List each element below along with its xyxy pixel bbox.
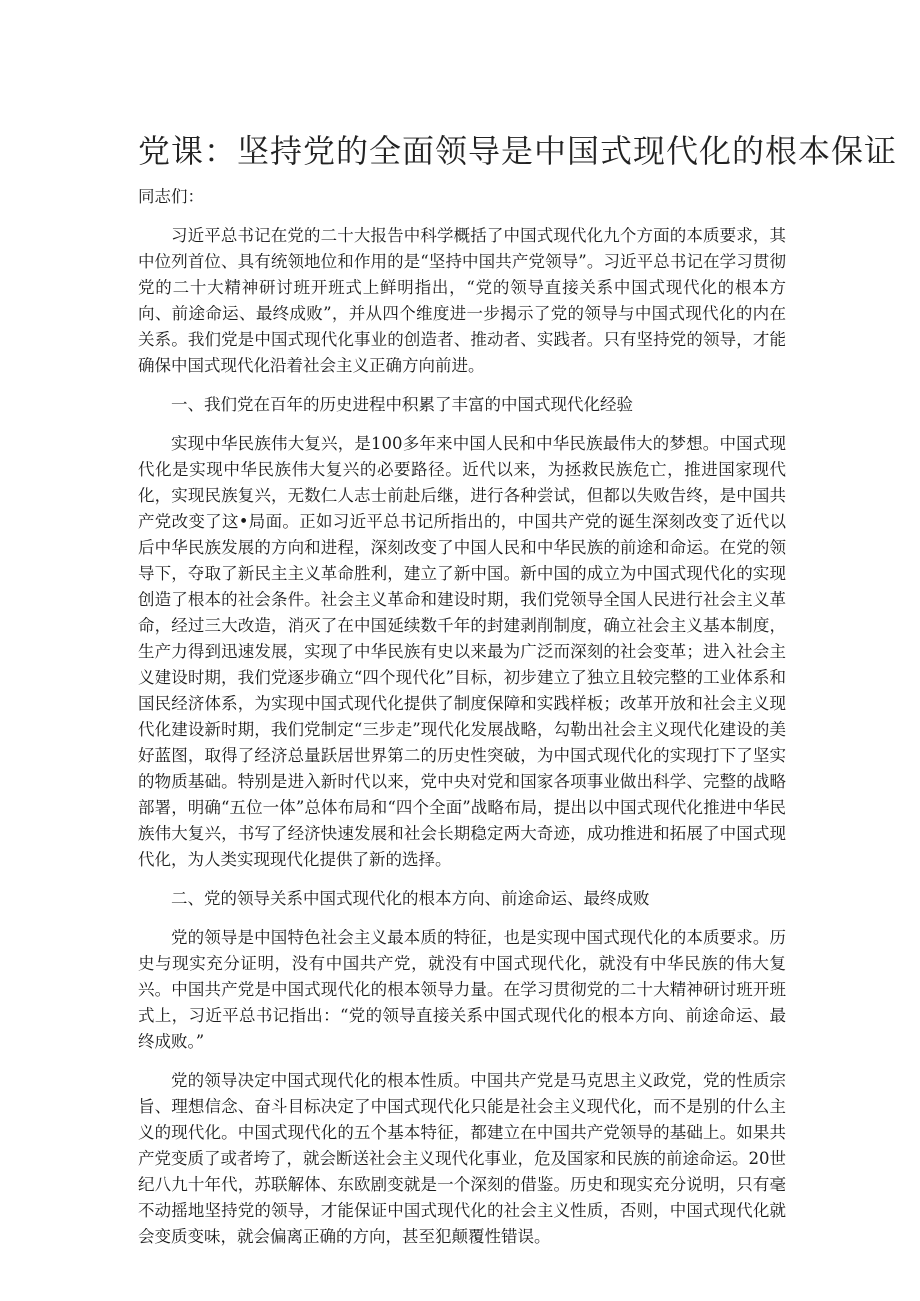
section2-paragraph-1: 党的领导是中国特色社会主义最本质的特征，也是实现中国式现代化的本质要求。历史与现实充分证明，没有中国共产党，就没有中国式现代化，就没有中华民族的伟大复兴。中国共产党是中国式现代化的根本领导力量。在学习贯彻党的二十大精神研讨班开班式上，习近平总书记指出：“党的领导直接关系中国式现代化的根本方向、前途命运、最终成败。” bbox=[138, 928, 786, 1051]
section2-paragraph-2: 党的领导决定中国式现代化的根本性质。中国共产党是马克思主义政党，党的性质宗旨、理想信念、奋斗目标决定了中国式现代化只能是社会主义现代化，而不是别的什么主义的现代化。中国式现代化的五个基本特征，都建立在中国共产党领导的基础上。如果共产党变质了或者垮了，就会断送社会主义现代化事业，危及国家和民族的前途命运。20世纪八九十年代，苏联解体、东欧剧变就是一个深刻的借鉴。历史和现实充分说明，只有毫不动摇地坚持党的领导，才能保证中国式现代化的社会主义性质，否则，中国式现代化就会变质变味，就会偏离正确的方向，甚至犯颠覆性错误。 bbox=[138, 1071, 786, 1246]
section-heading-1: 一、我们党在百年的历史进程中积累了丰富的中国式现代化经验 bbox=[171, 395, 633, 414]
intro-paragraph: 习近平总书记在党的二十大报告中科学概括了中国式现代化九个方面的本质要求，其中位列首位、具有统领地位和作用的是“坚持中国共产党领导”。习近平总书记在学习贯彻党的二十大精神研讨班开班式上鲜明指出，“党的领导直接关系中国式现代化的根本方向、前途命运、最终成败”，并从四个维度进一步揭示了党的领导与中国式现代化的内在关系。我们党是中国式现代化事业的创造者、推动者、实践者。只有坚持党的领导，才能确保中国式现代化沿着社会主义正确方向前进。 bbox=[138, 226, 786, 375]
section-heading-2: 二、党的领导关系中国式现代化的根本方向、前途命运、最终成败 bbox=[171, 889, 650, 908]
salutation: 同志们： bbox=[138, 187, 204, 206]
document-title: 党课：坚持党的全面领导是中国式现代化的根本保证 bbox=[138, 132, 898, 170]
section1-paragraph-1: 实现中华民族伟大复兴，是100多年来中国人民和中华民族最伟大的梦想。中国式现代化是实现中华民族伟大复兴的必要路径。近代以来，为拯救民族危亡，推进国家现代化，实现民族复兴，无数仁人志士前赴后继，进行各种尝试，但都以失败告终，是中国共产党改变了这•局面。正如习近平总书记所指出的，中国共产党的诞生深刻改变了近代以后中华民族发展的方向和进程，深刻改变了中国人民和中华民族的前途和命运。在党的领导下，夺取了新民主主义革命胜利，建立了新中国。新中国的成立为中国式现代化的实现创造了根本的社会条件。社会主义革命和建设时期，我们党领导全国人民进行社会主义革命，经过三大改造，消灭了在中国延续数千年的封建剥削制度，确立社会主义基本制度，生产力得到迅速发展，实现了中华民族有史以来最为广泛而深刻的社会变革；进入社会主义建设时期，我们党逐步确立“四个现代化”目标，初步建立了独立且较完整的工业体系和国民经济体系，为实现中国式现代化提供了制度保障和实践样板；改革开放和社会主义现代化建设新时期，我们党制定“三步走”现代化发展战略，勾勒出社会主义现代化建设的美好蓝图，取得了经济总量跃居世界第二的历史性突破，为中国式现代化的实现打下了坚实的物质基础。特别是进入新时代以来，党中央对党和国家各项事业做出科学、完整的战略部署，明确“五位一体”总体布局和“四个全面”战略布局，提出以中国式现代化推进中华民族伟大复兴，书写了经济快速发展和社会长期稳定两大奇迹，成功推进和拓展了中国式现代化，为人类实现现代化提供了新的选择。 bbox=[138, 434, 786, 869]
